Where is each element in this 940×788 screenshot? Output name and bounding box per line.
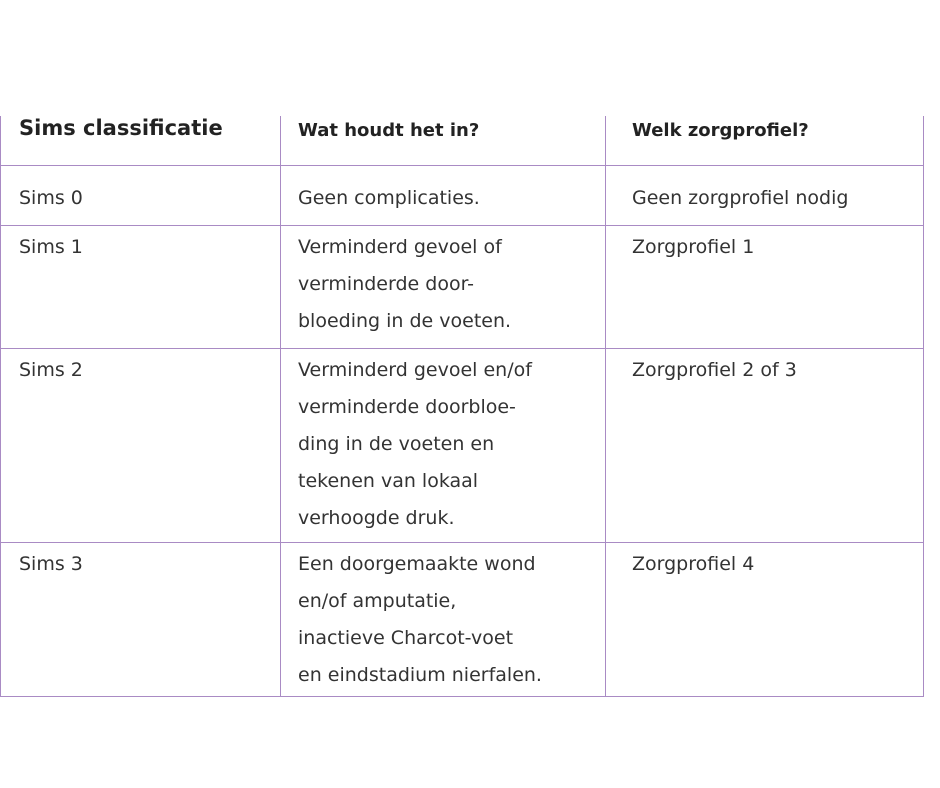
description-cell (281, 226, 606, 349)
description-line: verhoogde druk. (298, 507, 455, 529)
description-line: verminderde doorbloe- (298, 396, 516, 418)
description-line: verminderde door- (298, 273, 475, 295)
profile-cell: Zorgprofiel 2 of 3 (606, 349, 924, 543)
description-cell (281, 349, 606, 543)
table-row (1, 349, 924, 543)
table-row (1, 543, 924, 697)
description-line: Geen complicaties. (298, 187, 480, 209)
header-profile: Welk zorgprofiel? (632, 120, 809, 141)
table-header-row (1, 116, 924, 166)
description-cell (281, 543, 606, 697)
classification-cell: Sims 1 (1, 226, 281, 349)
profile-cell: Geen zorgprofiel nodig (606, 166, 924, 226)
profile-cell: Zorgprofiel 1 (606, 226, 924, 349)
classification-cell: Sims 2 (1, 349, 281, 543)
description-line: en/of amputatie, (298, 590, 457, 612)
classification-cell: Sims 3 (1, 543, 281, 697)
description-line: ding in de voeten en (298, 433, 495, 455)
profile-cell: Zorgprofiel 4 (606, 543, 924, 697)
classification-cell: Sims 0 (1, 166, 281, 226)
header-cell-classification (1, 116, 281, 166)
header-description: Wat houdt het in? (298, 120, 480, 141)
description-line: Verminderd gevoel of (298, 236, 502, 258)
description-line: Verminderd gevoel en/of (298, 359, 532, 381)
description-line: inactieve Charcot-voet (298, 627, 514, 649)
header-cell-profile (606, 116, 924, 166)
description-line: bloeding in de voeten. (298, 310, 512, 332)
table-row (1, 226, 924, 349)
table-row (1, 166, 924, 226)
description-line: Een doorgemaakte wond (298, 553, 536, 575)
header-cell-description (281, 116, 606, 166)
header-classification: Sims classificatie (19, 116, 223, 140)
description-cell (281, 166, 606, 226)
description-line: en eindstadium nierfalen. (298, 664, 542, 686)
sims-classification-table (0, 116, 924, 697)
description-line: tekenen van lokaal (298, 470, 479, 492)
